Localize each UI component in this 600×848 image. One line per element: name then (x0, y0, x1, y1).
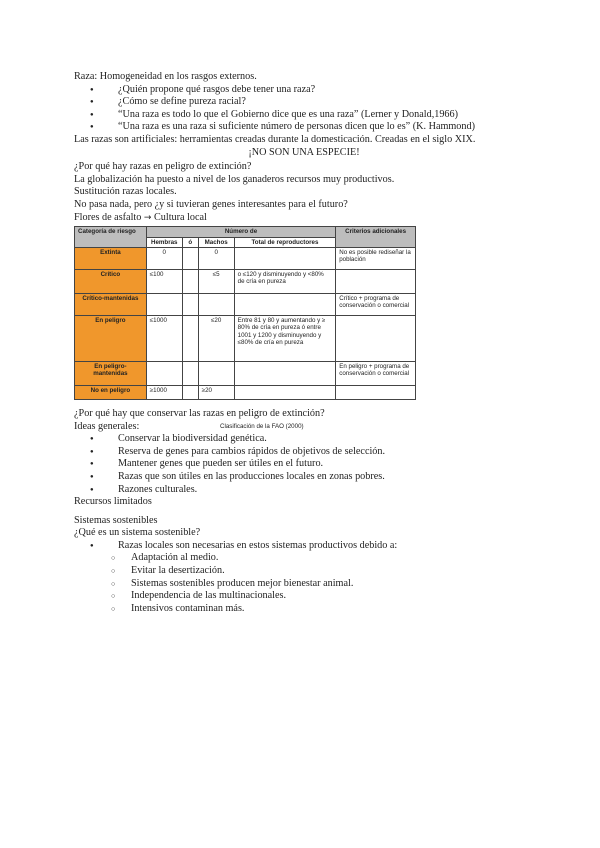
table-row (75, 315, 416, 361)
not-species-statement: ¡NO SON UNA ESPECIE! (248, 146, 360, 158)
column-header: Categoría de riesgo (75, 227, 147, 248)
table-header-row (75, 227, 416, 237)
peligro-heading: ¿Por qué hay razas en peligro de extinción? (74, 161, 252, 173)
sublist-item: ○ Evitar la desertización. (74, 565, 534, 578)
list-item: ● Razas locales son necesarias en estos sistemas productivos debido a: (74, 540, 534, 553)
table-cell: Entre 81 y 80 y aumentando y ≥ 80% de cría en pureza ó entre 1001 y 1200 y disminuyendo y ≤80% de cría en pureza (234, 315, 336, 361)
table-cell (146, 361, 182, 385)
table-row (75, 269, 416, 293)
table-row (75, 247, 416, 269)
risk-category-cell: Crítico-mantenidas (75, 293, 147, 315)
table-cell (336, 385, 416, 399)
raza-definition: Raza: Homogeneidad en los rasgos externos. (74, 71, 257, 82)
list-item: ● ¿Cómo se define pureza racial? (74, 96, 534, 109)
sostenibles-sublist (74, 552, 534, 615)
table-row (75, 385, 416, 399)
table-cell (234, 385, 336, 399)
table-source-caption: Clasificación de la FAO (2000) (220, 423, 304, 430)
table-cell: ≤1000 (146, 315, 182, 361)
list-item: ● Mantener genes que pueden ser útiles en el futuro. (74, 458, 534, 471)
paragraph-line: La globalización ha puesto a nivel de los ganaderos recursos muy productivos. (74, 173, 395, 185)
ideas-list (74, 433, 534, 496)
list-item: ● Conservar la biodiversidad genética. (74, 433, 534, 446)
table-cell: Crítico + programa de conservación o comercial (336, 293, 416, 315)
table-cell (198, 361, 234, 385)
list-item: ● Razones culturales. (74, 484, 534, 497)
column-header: Criterios adicionales (336, 227, 416, 248)
ideas-label: Ideas generales: (74, 420, 140, 432)
flores-left-text: Flores de asfalto (74, 211, 142, 223)
artificial-statement: Las razas son artificiales: herramientas creadas durante la domesticación. Creadas en el siglo XIX. (74, 133, 476, 145)
risk-category-cell: En peligro-mantenidas (75, 361, 147, 385)
table-cell: En peligro + programa de conservación o comercial (336, 361, 416, 385)
risk-category-cell: Crítico (75, 269, 147, 293)
table-cell (234, 247, 336, 269)
list-item: ● Razas que son útiles en las producciones locales en zonas pobres. (74, 471, 534, 484)
table-cell: o ≤120 y disminuyendo y <80% de cría en pureza (234, 269, 336, 293)
conservar-heading: ¿Por qué hay que conservar las razas en peligro de extinción? (74, 407, 325, 419)
document-page (74, 71, 534, 615)
risk-category-cell: No en peligro (75, 385, 147, 399)
table-cell (146, 293, 182, 315)
table-cell: No es posible rediseñar la población (336, 247, 416, 269)
list-item: ● “Una raza es una raza si suficiente número de personas dicen que lo es” (K. Hammond) (74, 121, 534, 134)
table-row (75, 293, 416, 315)
table-cell (234, 361, 336, 385)
table-cell: ≤5 (198, 269, 234, 293)
table-cell: ≥1000 (146, 385, 182, 399)
table-cell (182, 361, 198, 385)
table-cell (182, 315, 198, 361)
recursos-line: Recursos limitados (74, 496, 152, 508)
table-cell: ≥20 (198, 385, 234, 399)
table-cell (182, 293, 198, 315)
raza-questions-list (74, 84, 534, 134)
list-item: ● Reserva de genes para cambios rápidos de objetivos de selección. (74, 446, 534, 459)
risk-category-cell: Extinta (75, 247, 147, 269)
sostenibles-heading: Sistemas sostenibles (74, 514, 158, 526)
table-cell (182, 269, 198, 293)
risk-category-table (74, 226, 416, 400)
table-cell: 0 (198, 247, 234, 269)
arrow-right-icon: → (143, 212, 152, 223)
column-subheader: Hembras (146, 237, 182, 247)
sublist-item: ○ Independencia de las multinacionales. (74, 590, 534, 603)
table-cell (198, 293, 234, 315)
table-cell (182, 247, 198, 269)
list-item: ● “Una raza es todo lo que el Gobierno dice que es una raza” (Lerner y Donald,1966) (74, 109, 534, 122)
column-header: Número de (146, 227, 335, 237)
flores-line (74, 212, 534, 225)
sostenibles-question: ¿Qué es un sistema sostenible? (74, 527, 201, 539)
table-cell (234, 293, 336, 315)
column-subheader: ó (182, 237, 198, 247)
paragraph-line: No pasa nada, pero ¿y si tuvieran genes interesantes para el futuro? (74, 198, 348, 210)
sublist-item: ○ Sistemas sostenibles producen mejor bienestar animal. (74, 578, 534, 591)
risk-category-cell: En peligro (75, 315, 147, 361)
table-cell (336, 315, 416, 361)
flores-right-text: Cultura local (153, 211, 207, 223)
column-subheader: Machos (198, 237, 234, 247)
table-cell (336, 269, 416, 293)
table-cell: ≤20 (198, 315, 234, 361)
table-cell (182, 385, 198, 399)
table-cell: ≤100 (146, 269, 182, 293)
table-cell: 0 (146, 247, 182, 269)
paragraph-line: Sustitución razas locales. (74, 186, 177, 198)
table-row (75, 361, 416, 385)
sostenibles-list (74, 540, 534, 553)
sublist-item: ○ Adaptación al medio. (74, 552, 534, 565)
column-subheader: Total de reproductores (234, 237, 336, 247)
list-item: ● ¿Quién propone qué rasgos debe tener una raza? (74, 84, 534, 97)
sublist-item: ○ Intensivos contaminan más. (74, 603, 534, 616)
